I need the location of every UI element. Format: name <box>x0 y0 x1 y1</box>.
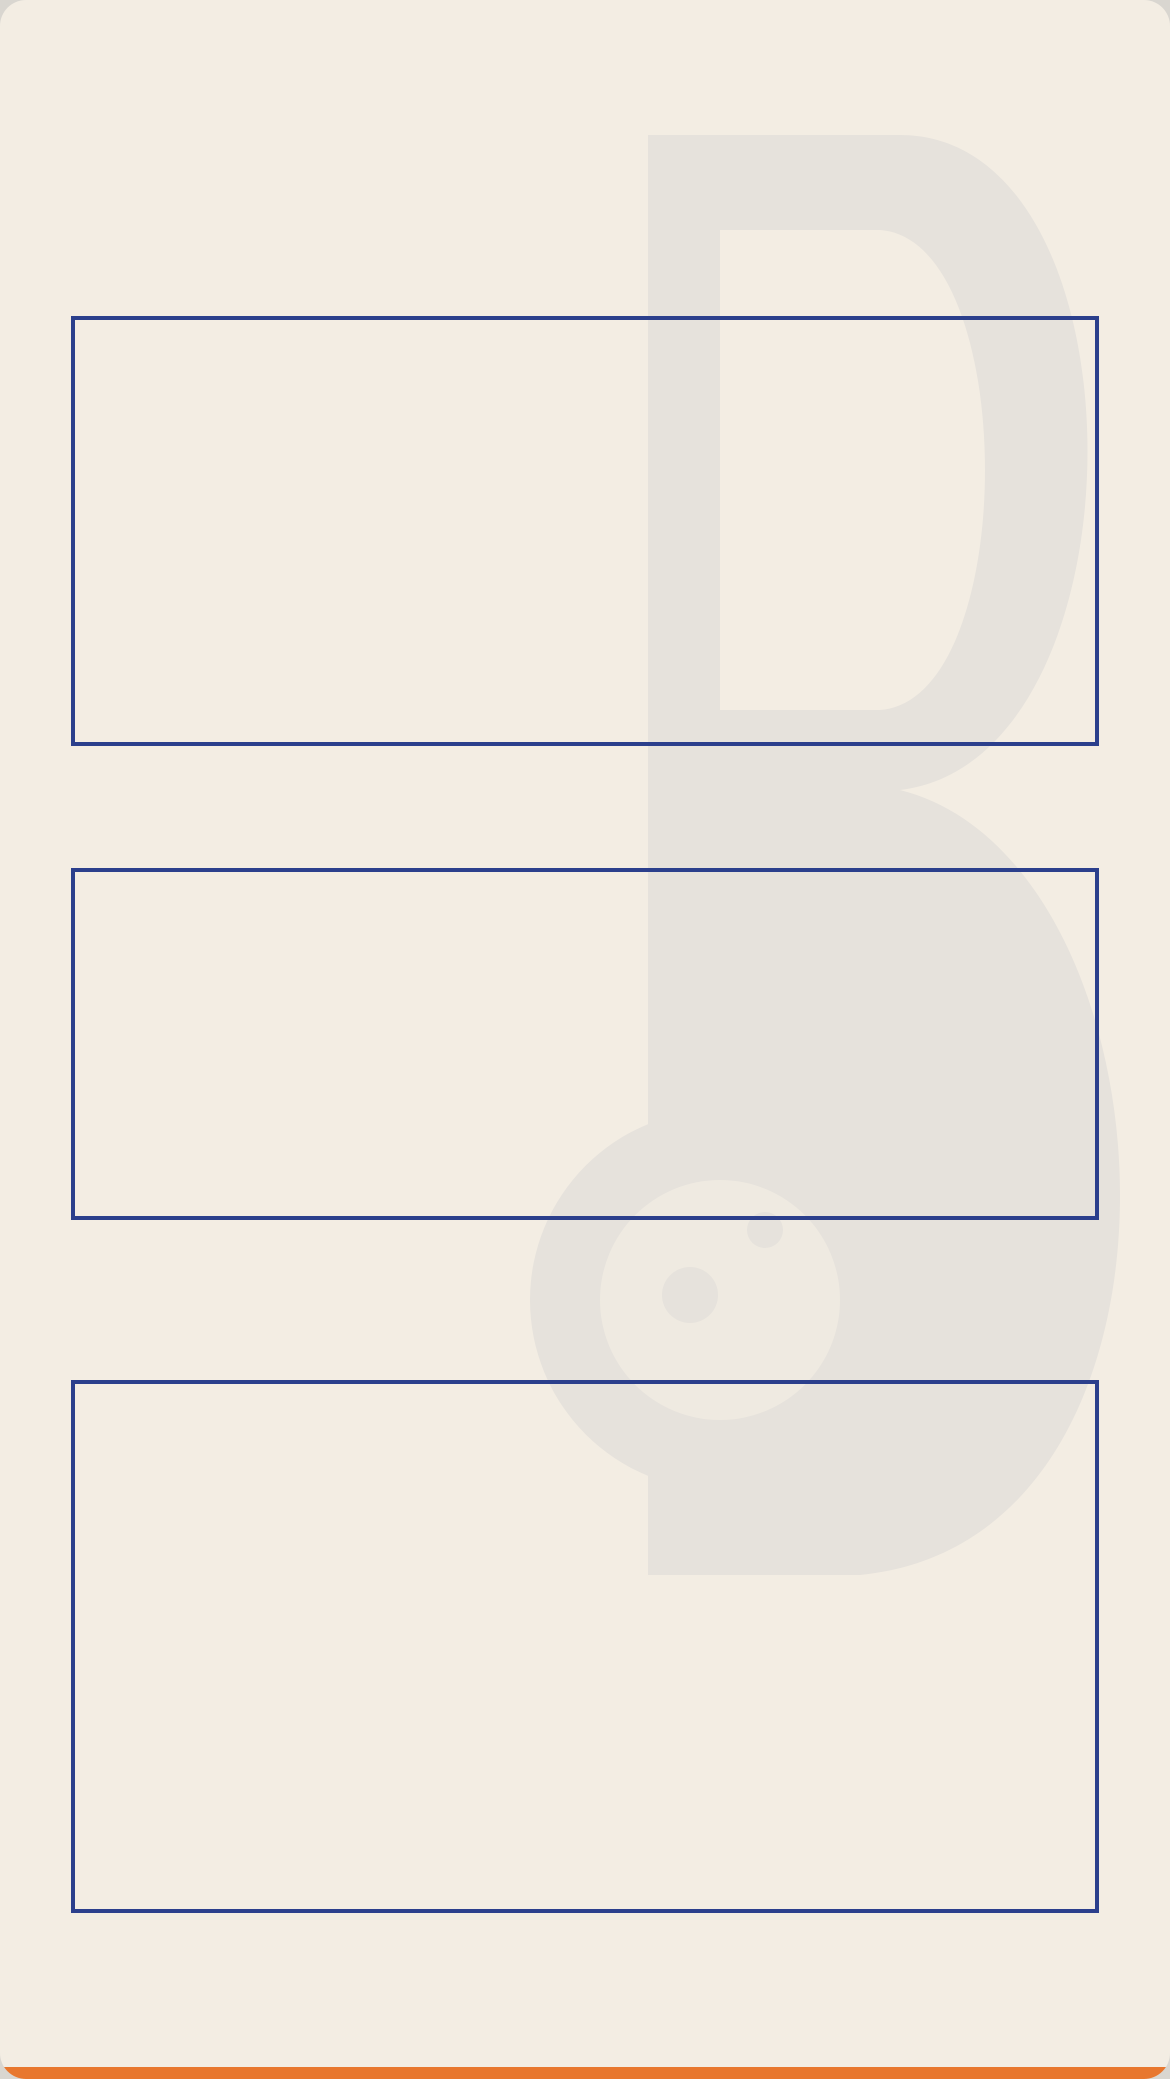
section-bakery <box>71 868 1099 1220</box>
bottom-accent-bar <box>0 2067 1170 2079</box>
brand-logo <box>0 70 1170 89</box>
section-sweets <box>71 316 1099 746</box>
section-snacks <box>71 1380 1099 1913</box>
